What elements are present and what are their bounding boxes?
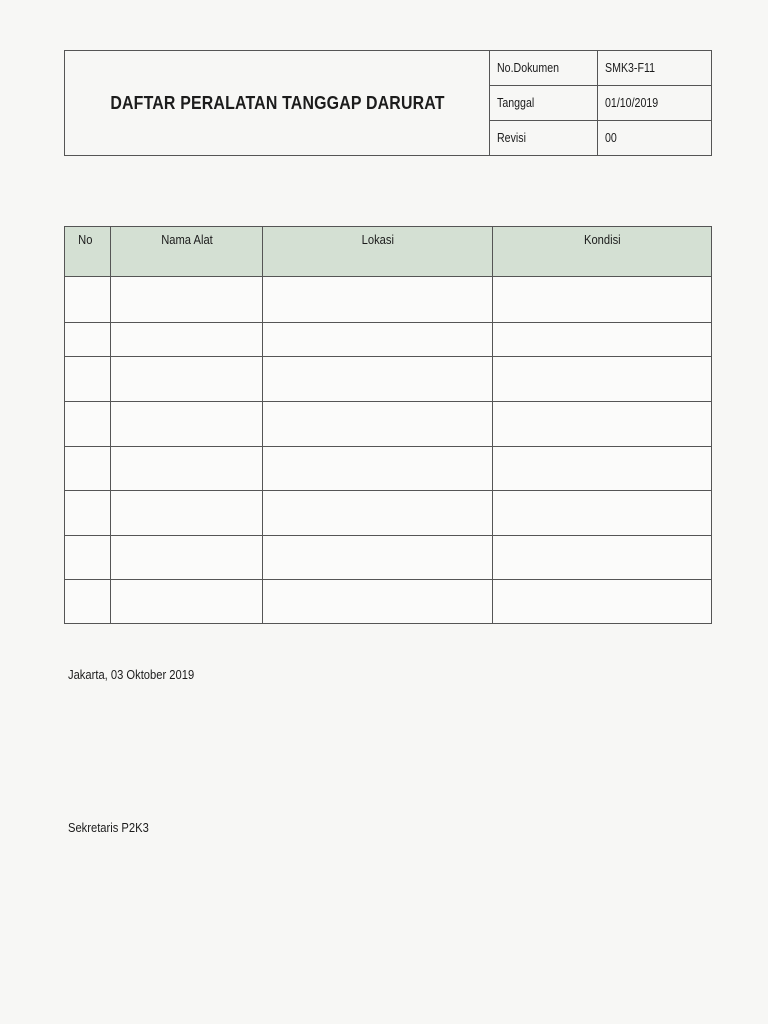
table-row [65,323,712,357]
table-row [65,491,712,536]
cell-nama-alat[interactable] [111,323,263,357]
column-header-no: No [65,227,111,277]
table-row [65,580,712,624]
date-value: 01/10/2019 [598,86,712,121]
cell-no[interactable] [65,402,111,447]
equipment-table [64,226,712,624]
cell-kondisi[interactable] [493,536,712,580]
table-row [65,402,712,447]
cell-no[interactable] [65,491,111,536]
cell-lokasi[interactable] [263,277,493,323]
revision-value: 00 [598,121,712,156]
doc-number-value: SMK3-F11 [598,51,712,86]
cell-kondisi[interactable] [493,447,712,491]
cell-no[interactable] [65,357,111,402]
cell-lokasi[interactable] [263,323,493,357]
cell-nama-alat[interactable] [111,580,263,624]
cell-nama-alat[interactable] [111,536,263,580]
table-row [65,277,712,323]
table-row [65,447,712,491]
cell-kondisi[interactable] [493,323,712,357]
document-header [64,50,712,156]
cell-kondisi[interactable] [493,580,712,624]
cell-lokasi[interactable] [263,402,493,447]
cell-no[interactable] [65,580,111,624]
cell-nama-alat[interactable] [111,491,263,536]
cell-lokasi[interactable] [263,536,493,580]
column-header-lokasi: Lokasi [263,227,493,277]
doc-number-label: No.Dokumen [490,51,598,86]
table-row [65,357,712,402]
cell-lokasi[interactable] [263,491,493,536]
cell-no[interactable] [65,447,111,491]
cell-kondisi[interactable] [493,402,712,447]
place-date-text: Jakarta, 03 Oktober 2019 [68,667,195,682]
cell-no[interactable] [65,323,111,357]
cell-lokasi[interactable] [263,357,493,402]
cell-lokasi[interactable] [263,580,493,624]
table-row [65,536,712,580]
cell-lokasi[interactable] [263,447,493,491]
column-header-nama-alat: Nama Alat [111,227,263,277]
table-header-row [65,227,712,277]
cell-kondisi[interactable] [493,491,712,536]
date-label: Tanggal [490,86,598,121]
column-header-kondisi: Kondisi [493,227,712,277]
signatory-text: Sekretaris P2K3 [68,820,149,835]
cell-nama-alat[interactable] [111,402,263,447]
cell-no[interactable] [65,277,111,323]
cell-nama-alat[interactable] [111,447,263,491]
cell-nama-alat[interactable] [111,357,263,402]
document-title: DAFTAR PERALATAN TANGGAP DARURAT [94,51,460,156]
cell-kondisi[interactable] [493,357,712,402]
cell-no[interactable] [65,536,111,580]
cell-nama-alat[interactable] [111,277,263,323]
cell-kondisi[interactable] [493,277,712,323]
revision-label: Revisi [490,121,598,156]
